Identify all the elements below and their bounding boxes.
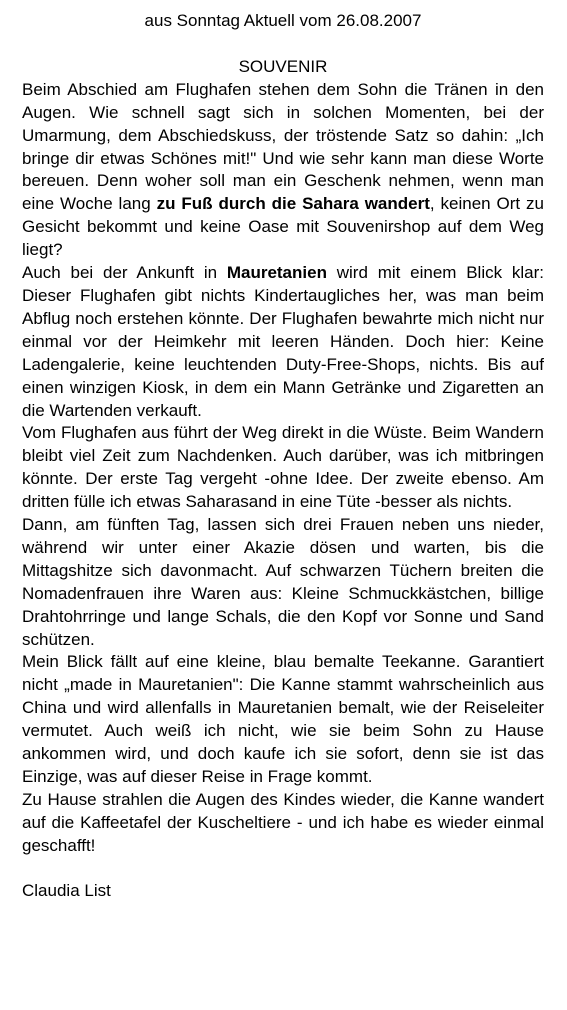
- paragraph-3: Vom Flughafen aus führt der Weg direkt in die Wüste. Beim Wandern bleibt viel Zeit zum Nachdenken. Auch darüber, was ich mitbringen könnte. Der erste Tag vergeht -ohne Idee. Der zweite ebenso. Am dritten fülle ich etwas Saharasand in eine Tüte -besser als nichts.: [22, 423, 544, 512]
- paragraph-1-bold: zu Fuß durch die Sahara wandert: [156, 194, 430, 214]
- paragraph-6: Zu Hause strahlen die Augen des Kindes wieder, die Kanne wandert auf die Kaffeetafel der Kuscheltiere - und ich habe es wieder einmal geschafft!: [22, 789, 544, 855]
- paragraph-2-text-a: Auch bei der Ankunft in: [22, 263, 227, 283]
- paragraph-4: Dann, am fünften Tag, lassen sich drei Frauen neben uns nieder, während wir unter einer Akazie dösen und warten, bis die Mittagshitze sich davonmacht. Auf schwarzen Tüchern breiten die Nomadenfrauen ihre Waren aus: Kleine Schmuckkästchen, billige Drahtohrringe und lange Schals, die den Kopf vor Sonne und Sand schützen.: [22, 515, 544, 649]
- paragraph-1-text-a: Beim Abschied am Flughafen stehen dem Sohn die Tränen in den Augen. Wie schnell sagt sich in solchen Momenten, bei der Umarmung, dem Abschiedskuss, der tröstende Satz so dahin: „Ich bringe dir etwas Schönes mit!" Und wie sehr kann man diese Worte bereuen. Denn woher soll man ein Geschenk nehmen, wenn man eine Woche lang: [22, 79, 544, 214]
- paragraph-1: [22, 79, 544, 262]
- source-line: aus Sonntag Aktuell vom 26.08.2007: [144, 11, 422, 30]
- paragraph-1-text-b: , keinen Ort zu Gesicht bekommt und keine Oase mit Souvenirshop auf dem Weg liegt?: [22, 194, 544, 260]
- paragraph-2-bold: Mauretanien: [226, 263, 327, 283]
- document-page: [22, 10, 544, 903]
- paragraph-5: Mein Blick fällt auf eine kleine, blau bemalte Teekanne. Garantiert nicht „made in Mauretanien": Die Kanne stammt wahrscheinlich aus China und wird allenfalls in Mauretanien bemalt, wie der Reiseleiter vermutet. Auch weiß ich nicht, wie sie beim Sohn zu Hause ankommen wird, und doch kaufe ich sie sofort, denn sie ist das Einzige, was auf dieser Reise in Frage kommt.: [22, 652, 544, 786]
- paragraph-2-text-b: wird mit einem Blick klar: Dieser Flughafen gibt nichts Kindertaugliches her, was man beim Abflug noch erstehen könnte. Der Flughafen bewahrte mich nicht nur einmal vor der Heimkehr mit leeren Händen. Doch hier: Keine Ladengalerie, keine leuchtenden Duty-Free-Shops, nichts. Bis auf einen winzigen Kiosk, in dem ein Mann Getränke und Zigaretten an die Wartenden verkauft.: [22, 263, 544, 420]
- paragraph-2: [22, 262, 544, 422]
- article-title: SOUVENIR: [238, 56, 328, 76]
- author-name: Claudia List: [22, 880, 111, 900]
